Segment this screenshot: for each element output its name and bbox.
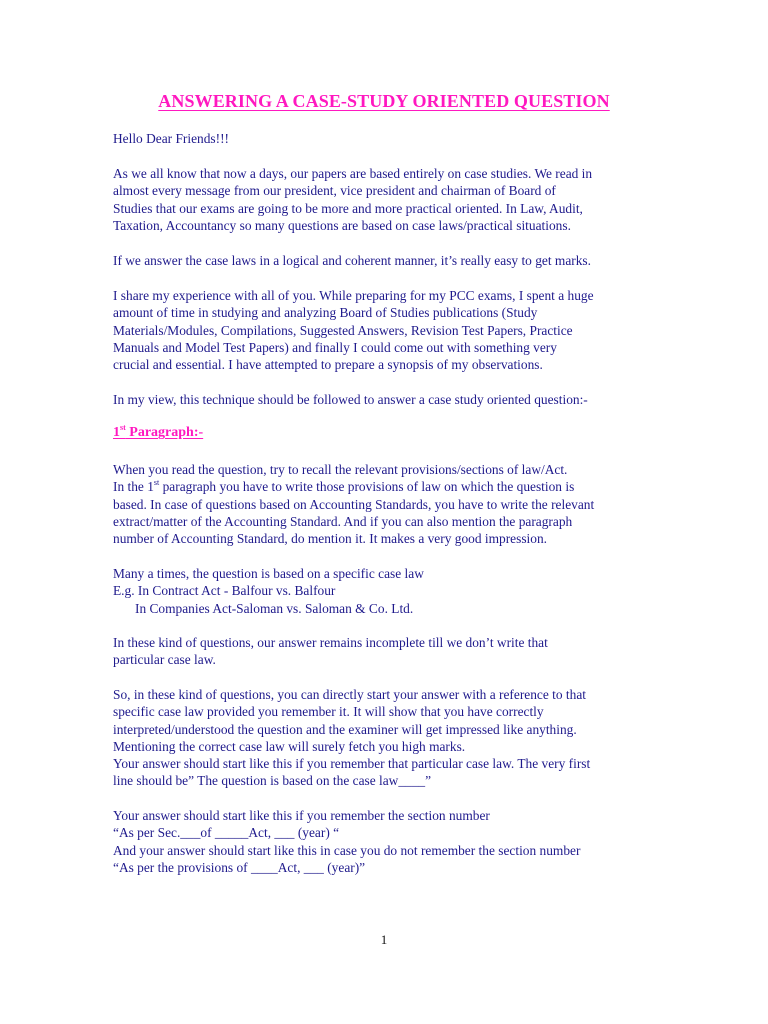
paragraph-logical-answer (113, 252, 673, 269)
paragraph-line: When you read the question, try to recall the relevant provisions/sections of law/Act. (113, 462, 568, 477)
paragraph-section-number (113, 807, 673, 876)
paragraph-line: specific case law provided you remember it. It will show that you have correctly (113, 704, 544, 720)
paragraph-experience (113, 287, 673, 373)
paragraph-line: I share my experience with all of you. While preparing for my PCC exams, I spent a huge (113, 288, 594, 303)
paragraph-incomplete-answer (113, 634, 673, 669)
paragraph-line: Many a times, the question is based on a specific case law (113, 566, 424, 581)
paragraph-line: And your answer should start like this in case you do not remember the section number (113, 842, 581, 858)
paragraph-technique (113, 391, 673, 408)
page-number: 1 (380, 932, 388, 947)
paragraph-intro (113, 165, 673, 234)
paragraph-line: extract/matter of the Accounting Standard. And if you can also mention the paragraph (113, 513, 573, 529)
paragraph-line: almost every message from our president, vice president and chairman of Board of (113, 183, 556, 199)
paragraph-start-answer (113, 686, 673, 790)
paragraph-line: “As per Sec.___of _____Act, ___ (year) “ (113, 825, 340, 841)
paragraph-line: Studies that our exams are going to be more and more practical oriented. In Law, Audit, (113, 200, 583, 216)
paragraph-line: crucial and essential. I have attempted to prepare a synopsis of my observations. (113, 357, 543, 373)
paragraph-line: Taxation, Accountancy so many questions are based on case laws/practical situations. (113, 217, 571, 233)
paragraph-case-law-examples (113, 565, 673, 617)
paragraph-line (113, 478, 673, 495)
heading-superscript: st (120, 423, 126, 432)
paragraph-line: In Companies Act-Saloman vs. Saloman & Co. Ltd. (135, 600, 414, 616)
heading-text: Paragraph:- (125, 425, 204, 440)
paragraph-line: Manuals and Model Test Papers) and finally I could come out with something very (113, 339, 557, 355)
greeting-text: Hello Dear Friends!!! (113, 131, 230, 146)
paragraph-line: particular case law. (113, 652, 216, 668)
paragraph-line: So, in these kind of questions, you can directly start your answer with a reference to that (113, 687, 587, 702)
paragraph-line: As we all know that now a days, our papers are based entirely on case studies. We read in (113, 166, 593, 181)
greeting (113, 130, 673, 147)
paragraph-line: amount of time in studying and analyzing Board of Studies publications (Study (113, 305, 538, 321)
line-superscript: st (153, 478, 160, 488)
line-suffix: paragraph you have to write those provisions of law on which the question is (159, 479, 575, 495)
paragraph-line: E.g. In Contract Act - Balfour vs. Balfour (113, 583, 336, 599)
paragraph-line: interpreted/understood the question and the examiner will get impressed like anything. (113, 721, 577, 737)
paragraph-line: Your answer should start like this if you remember that particular case law. The very first (113, 756, 591, 772)
heading-number: 1 (113, 425, 120, 440)
paragraph-recall-provisions (113, 461, 673, 547)
paragraph-line: Mentioning the correct case law will surely fetch you high marks. (113, 738, 466, 754)
section-heading-first-paragraph (113, 425, 203, 441)
paragraph-line: Your answer should start like this if you remember the section number (113, 808, 490, 823)
paragraph-line: Materials/Modules, Compilations, Suggested Answers, Revision Test Papers, Practice (113, 322, 573, 338)
paragraph-line: number of Accounting Standard, do mention it. It makes a very good impression. (113, 531, 547, 547)
paragraph-line: In my view, this technique should be followed to answer a case study oriented question:- (113, 392, 588, 407)
paragraph-line: “As per the provisions of ____Act, ___ (year)” (113, 859, 366, 875)
document-title: ANSWERING A CASE-STUDY ORIENTED QUESTION (158, 91, 610, 111)
line-prefix: In the 1 (113, 479, 154, 495)
paragraph-line: In these kind of questions, our answer remains incomplete till we don’t write that (113, 635, 548, 650)
paragraph-line: based. In case of questions based on Accounting Standards, you have to write the relevant (113, 496, 595, 512)
paragraph-line: If we answer the case laws in a logical and coherent manner, it’s really easy to get marks. (113, 253, 591, 268)
paragraph-line: line should be” The question is based on the case law____” (113, 773, 432, 789)
